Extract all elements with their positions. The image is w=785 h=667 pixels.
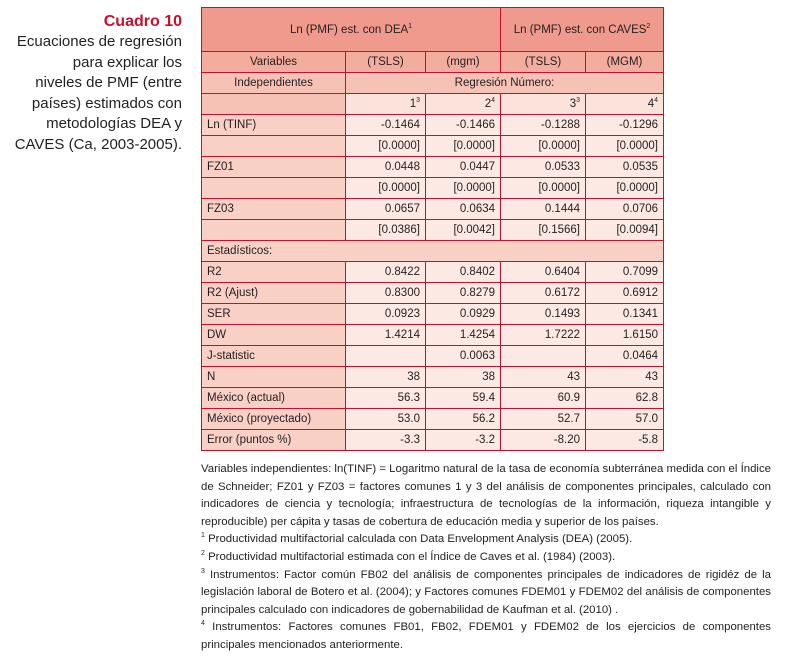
- table-row: [202, 283, 664, 304]
- caption-line: CAVES (Ca, 2003-2005).: [14, 135, 182, 153]
- table-row: [202, 346, 664, 367]
- value-cell: -0.1296: [586, 115, 664, 136]
- value-cell: 60.9: [501, 388, 586, 409]
- regression-number-label: Regresión Número:: [346, 73, 664, 94]
- table-row: [202, 178, 664, 199]
- caption-line: Ecuaciones de regresión: [16, 33, 182, 50]
- row-label: J-statistic: [202, 346, 346, 367]
- value-cell: [0.0000]: [586, 178, 664, 199]
- table-row: [202, 367, 664, 388]
- caption-line: países) estimados con: [31, 94, 182, 112]
- value-cell: 0.0063: [426, 346, 501, 367]
- value-cell: [346, 346, 426, 367]
- value-cell: 0.1341: [586, 304, 664, 325]
- regression-number: $3^3$: [501, 94, 586, 115]
- value-cell: 38: [346, 367, 426, 388]
- value-cell: 52.7: [501, 409, 586, 430]
- value-cell: 56.3: [346, 388, 426, 409]
- table-row: [202, 409, 664, 430]
- value-cell: 1.4214: [346, 325, 426, 346]
- value-cell: [0.0000]: [426, 136, 501, 157]
- section-label: Estadísticos:: [202, 241, 664, 262]
- caption-line: metodologías DEA y: [46, 115, 182, 132]
- value-cell: 59.4: [426, 388, 501, 409]
- value-cell: 56.2: [426, 409, 501, 430]
- table-row: [202, 136, 664, 157]
- regression-table: [201, 7, 664, 451]
- value-cell: [0.0094]: [586, 220, 664, 241]
- value-cell: -8.20: [501, 430, 586, 451]
- method-header: (mgm): [426, 52, 501, 73]
- regression-number: $2^4$: [426, 94, 501, 115]
- value-cell: 0.0923: [346, 304, 426, 325]
- method-header: (TSLS): [501, 52, 586, 73]
- footnote: $^4$ Instrumentos: Factores comunes FB01, FB02, FDEM01 y FDEM02 de los ejercicios de componentes principales mencionados anteriormente.: [201, 620, 771, 651]
- value-cell: 1.6150: [586, 325, 664, 346]
- row-label: DW: [202, 325, 346, 346]
- value-cell: 0.1444: [501, 199, 586, 220]
- value-cell: 62.8: [586, 388, 664, 409]
- regression-label-row: [202, 73, 664, 94]
- statistics-rows: [202, 262, 664, 451]
- caption-number: Cuadro 10: [103, 13, 182, 30]
- table-row: [202, 325, 664, 346]
- table-row: [202, 430, 664, 451]
- value-cell: 0.0535: [586, 157, 664, 178]
- value-cell: 43: [501, 367, 586, 388]
- section-row: [202, 241, 664, 262]
- method-header: (TSLS): [346, 52, 426, 73]
- value-cell: 0.0464: [586, 346, 664, 367]
- table-row: [202, 220, 664, 241]
- value-cell: [0.0386]: [346, 220, 426, 241]
- value-cell: 0.0448: [346, 157, 426, 178]
- value-cell: 0.8279: [426, 283, 501, 304]
- value-cell: 0.6912: [586, 283, 664, 304]
- value-cell: [0.0000]: [501, 136, 586, 157]
- row-label: Error (puntos %): [202, 430, 346, 451]
- caption-title: [0, 32, 182, 155]
- value-cell: 53.0: [346, 409, 426, 430]
- value-cell: 0.7099: [586, 262, 664, 283]
- value-cell: [0.0042]: [426, 220, 501, 241]
- row-label: FZ03: [202, 199, 346, 220]
- value-cell: [0.0000]: [501, 178, 586, 199]
- coefficient-rows: [202, 115, 664, 241]
- value-cell: 0.0929: [426, 304, 501, 325]
- value-cell: 38: [426, 367, 501, 388]
- value-cell: [0.0000]: [346, 178, 426, 199]
- caption-line: para explicar los: [72, 53, 182, 71]
- value-cell: [0.0000]: [346, 136, 426, 157]
- table-row: [202, 262, 664, 283]
- table-caption: [0, 12, 182, 155]
- table-row: [202, 388, 664, 409]
- value-cell: -0.1288: [501, 115, 586, 136]
- value-cell: 43: [586, 367, 664, 388]
- value-cell: 0.6404: [501, 262, 586, 283]
- value-cell: [0.0000]: [426, 178, 501, 199]
- group-header-row: [202, 8, 664, 52]
- value-cell: 0.6172: [501, 283, 586, 304]
- group-header-dea: Ln (PMF) est. con DEA$^1$: [202, 8, 501, 52]
- variables-label: Variables: [202, 52, 346, 73]
- row-label: [202, 178, 346, 199]
- value-cell: 0.0634: [426, 199, 501, 220]
- value-cell: 0.0657: [346, 199, 426, 220]
- regression-number: $1^3$: [346, 94, 426, 115]
- value-cell: 0.8422: [346, 262, 426, 283]
- regression-number-row: [202, 94, 664, 115]
- table-row: [202, 157, 664, 178]
- footnote: $^3$ Instrumentos: Factor común FB02 del análisis de componentes principales de indicadores de rigidéz de la legislación laboral de Botero et al. (2004); y Factores comunes FDEM01 y FDEM02 del análisis de componentes principales calculado con indicadores de gobernabilidad de Kaufman et al. (2010) .: [201, 567, 772, 616]
- value-cell: 0.0447: [426, 157, 501, 178]
- footnote: $^2$ Productividad multifactorial estimada con el Índice de Caves et al. (1984) (2003).: [201, 549, 616, 563]
- row-label: México (actual): [202, 388, 346, 409]
- row-label: SER: [202, 304, 346, 325]
- regression-number: $4^4$: [586, 94, 664, 115]
- value-cell: [501, 346, 586, 367]
- row-label: Ln (TINF): [202, 115, 346, 136]
- value-cell: 57.0: [586, 409, 664, 430]
- value-cell: -0.1466: [426, 115, 501, 136]
- group-header-caves: Ln (PMF) est. con CAVES$^2$: [501, 8, 664, 52]
- row-label: FZ01: [202, 157, 346, 178]
- table-row: [202, 304, 664, 325]
- value-cell: -0.1464: [346, 115, 426, 136]
- value-cell: -3.3: [346, 430, 426, 451]
- table-row: [202, 115, 664, 136]
- value-cell: 0.1493: [501, 304, 586, 325]
- value-cell: 1.4254: [426, 325, 501, 346]
- value-cell: [0.0000]: [586, 136, 664, 157]
- method-header: (MGM): [586, 52, 664, 73]
- table-row: [202, 199, 664, 220]
- caption-line: niveles de PMF (entre: [35, 74, 182, 91]
- value-cell: 0.0706: [586, 199, 664, 220]
- value-cell: -5.8: [586, 430, 664, 451]
- row-label: R2: [202, 262, 346, 283]
- value-cell: 0.0533: [501, 157, 586, 178]
- empty-cell: [202, 94, 346, 115]
- row-label: [202, 136, 346, 157]
- value-cell: 0.8402: [426, 262, 501, 283]
- table-notes: [201, 461, 771, 655]
- value-cell: 0.8300: [346, 283, 426, 304]
- row-label: R2 (Ajust): [202, 283, 346, 304]
- row-label: [202, 220, 346, 241]
- method-header-row: [202, 52, 664, 73]
- row-label: N: [202, 367, 346, 388]
- independientes-label: Independientes: [202, 73, 346, 94]
- row-label: México (proyectado): [202, 409, 346, 430]
- footnote: $^1$ Productividad multifactorial calculada con Data Envelopment Analysis (DEA) (2005).: [201, 532, 633, 546]
- value-cell: -3.2: [426, 430, 501, 451]
- variables-note: Variables independientes: ln(TINF) = Logaritmo natural de la tasa de economía subterránea medida con el Índice de Schneider; FZ01 y FZ03 = factores comunes 1 y 3 del análisis de componentes principales, calculado con indicadores de ciencia y tecnología; infraestructura de tecnologías de la información, riqueza intangible y reproducible) per cápita y tasas de cobertura de educación media y superior de los países.: [201, 463, 771, 528]
- value-cell: 1.7222: [501, 325, 586, 346]
- value-cell: [0.1566]: [501, 220, 586, 241]
